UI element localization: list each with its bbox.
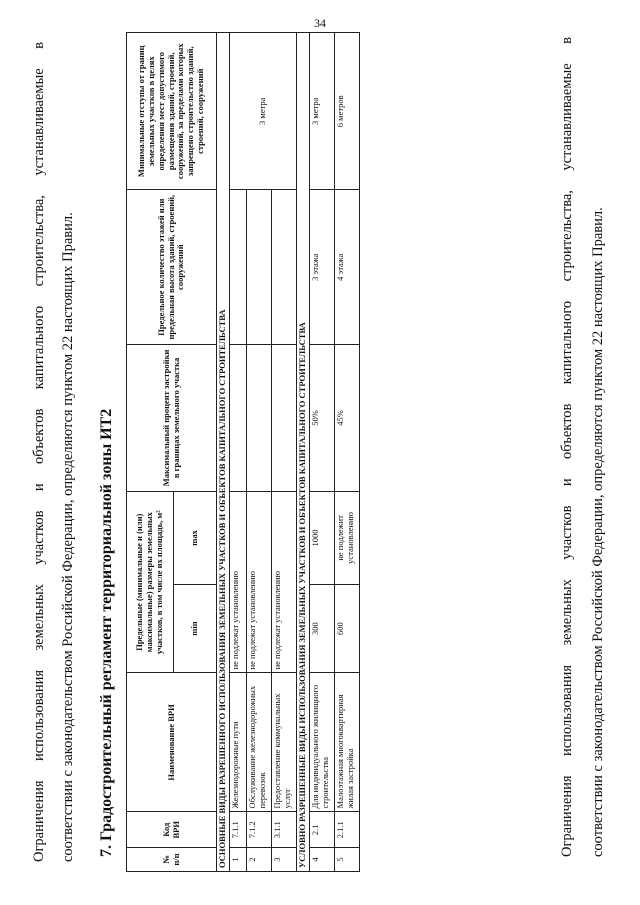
section-title: 7. Градостроительный регламент территориальной зоны ИТ2	[98, 408, 115, 857]
section-conditional-label: УСЛОВНО РАЗРЕШЕННЫЕ ВИДЫ ИСПОЛЬЗОВАНИЯ ЗЕМЕЛЬНЫХ УЧАСТКОВ И ОБЪЕКТОВ КАПИТАЛЬНОГО СТРОИТЕЛЬСТВА	[297, 33, 310, 872]
cell-name: Обслуживание железнодорожных перевозок	[247, 673, 272, 812]
restrictions-line-1: Ограничения использования земельных участков и объектов капитального строительства, устанавливаемые в	[31, 42, 47, 862]
cell-floors	[272, 190, 297, 344]
header-percent: Максимальный процент застройки в границах земельного участка	[127, 344, 217, 491]
table-row	[310, 33, 335, 872]
cell-code: 7.1.1	[230, 812, 247, 848]
cell-min: 600	[335, 584, 360, 673]
restrictions-paragraph-bottom	[560, 37, 605, 857]
rotated-page-content	[20, 12, 620, 892]
cell-name: Для индивидуального жилищного строительства	[310, 673, 335, 812]
restrictions-line-2: соответствии с законодательством Российской Федерации, определяются пунктом 22 настоящих Правил.	[589, 207, 606, 857]
cell-no: 1	[230, 848, 247, 872]
cell-max: не подлежит установлению	[335, 492, 360, 585]
header-no: № п/п	[127, 848, 217, 872]
cell-no: 4	[310, 848, 335, 872]
cell-code: 2.1.1	[335, 812, 360, 848]
cell-floors	[230, 190, 247, 344]
section-main-label: ОСНОВНЫЕ ВИДЫ РАЗРЕШЕННОГО ИСПОЛЬЗОВАНИЯ ЗЕМЕЛЬНЫХ УЧАСТКОВ И ОБЪЕКТОВ КАПИТАЛЬНОГО СТРОИТЕЛЬСТВА	[217, 33, 230, 872]
cell-percent	[272, 344, 297, 491]
header-floors: Предельное количество этажей или предельная высота зданий, строений, сооружений	[127, 190, 217, 344]
header-setback: Минимальные отступы от границ земельных участков в целях определения мест допустимого размещения зданий, строений, сооружений, за пределами которых запрещено строительство зданий, строений, сооружений	[127, 33, 217, 191]
cell-percent	[247, 344, 272, 491]
table-row	[335, 33, 360, 872]
cell-name: Железнодорожные пути	[230, 673, 247, 812]
cell-percent: 50%	[310, 344, 335, 491]
header-name: Наименование ВРИ	[127, 673, 217, 812]
cell-name: Предоставление коммунальных услуг	[272, 673, 297, 812]
cell-no: 3	[272, 848, 297, 872]
cell-floors	[247, 190, 272, 344]
cell-code: 3.1.1	[272, 812, 297, 848]
cell-floors: 4 этажа	[335, 190, 360, 344]
restrictions-paragraph-top	[32, 42, 75, 862]
cell-no: 2	[247, 848, 272, 872]
cell-percent	[230, 344, 247, 491]
page-number: 34	[314, 16, 326, 30]
cell-setback: 3 метра	[310, 33, 335, 191]
section-row-main	[217, 33, 230, 872]
restrictions-line-2: соответствии с законодательством Российской Федерации, определяются пунктом 22 настоящих Правил.	[59, 212, 76, 862]
cell-size-not-set: не подлежат установлению	[247, 492, 272, 673]
cell-setback: 6 метров	[335, 33, 360, 191]
cell-max: 1000	[310, 492, 335, 585]
cell-size-not-set: не подлежат установлению	[272, 492, 297, 673]
restrictions-line-1: Ограничения использования земельных участков и объектов капитального строительства, устанавливаемые в	[559, 37, 575, 857]
cell-code: 2.1	[310, 812, 335, 848]
cell-code: 7.1.2	[247, 812, 272, 848]
section-row-conditional	[297, 33, 310, 872]
cell-name: Малоэтажная многоквартирная жилая застройка	[335, 673, 360, 812]
cell-percent: 45%	[335, 344, 360, 491]
header-code: Код ВРИ	[127, 812, 217, 848]
cell-size-not-set: не подлежат установлению	[230, 492, 247, 673]
header-min: min	[174, 584, 217, 673]
table-row	[230, 33, 247, 872]
header-size: Предельные (минимальные и (или) максимальные) размеры земельных участков, в том числе их площадь, м²	[127, 492, 174, 673]
table-header-row	[127, 33, 174, 872]
cell-min: 300	[310, 584, 335, 673]
regulation-table	[126, 32, 360, 872]
cell-no: 5	[335, 848, 360, 872]
header-max: max	[174, 492, 217, 585]
cell-setback-main: 3 метра	[230, 33, 297, 191]
cell-floors: 3 этажа	[310, 190, 335, 344]
